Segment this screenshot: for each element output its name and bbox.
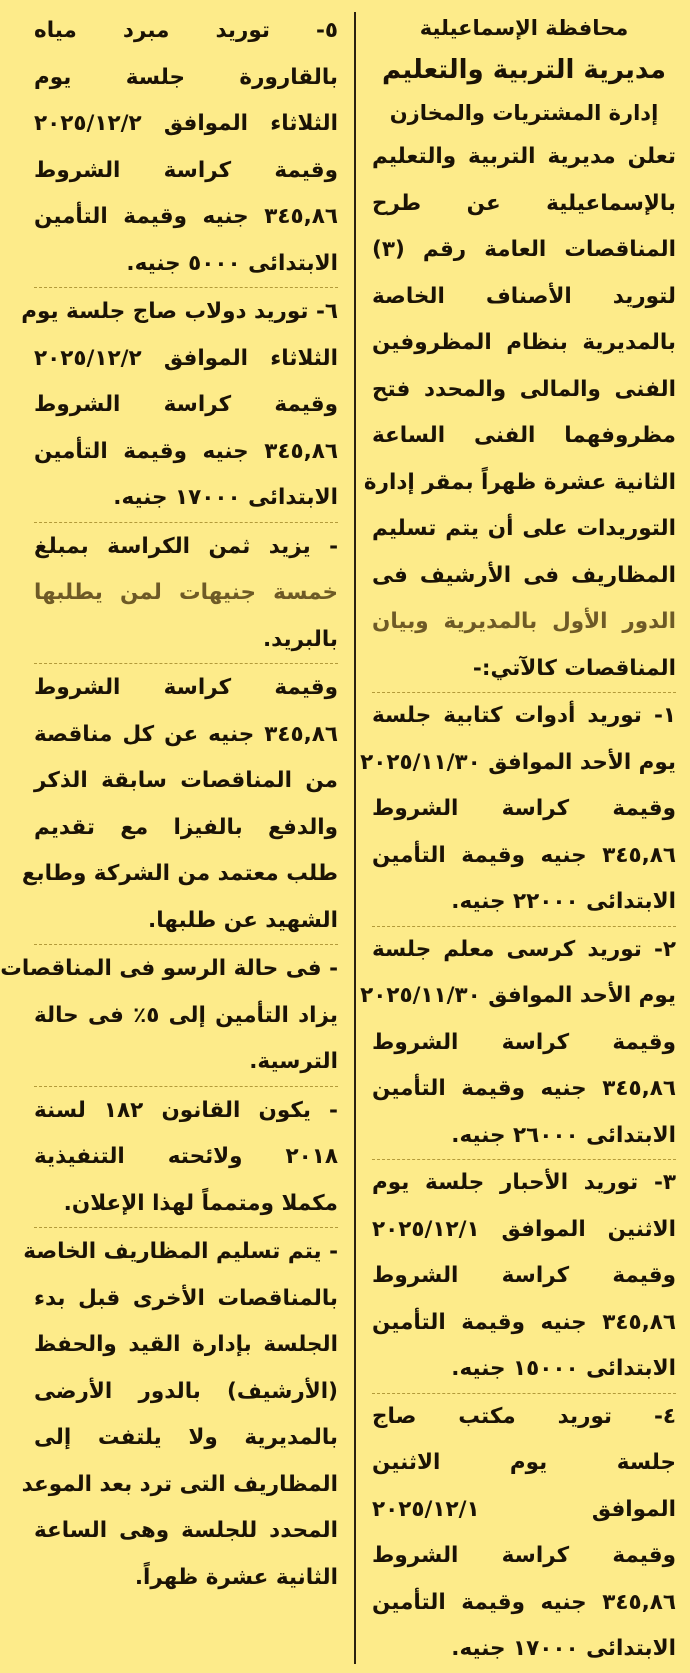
text-line: ٣٤٥,٨٦ جنيه وقيمة التأمين: [34, 438, 338, 464]
text-line: - يتم تسليم المظاريف الخاصة: [23, 1239, 338, 1264]
text-line: الفنى والمالى والمحدد فتح: [372, 376, 676, 402]
tender-item-4: [372, 1394, 676, 1673]
text-line: ٣٤٥,٨٦ جنيه وقيمة التأمين: [372, 842, 676, 868]
text-line: والدفع بالفيزا مع تقديم: [34, 814, 338, 840]
text-line: الموافق ٢٠٢٥/١٢/١: [372, 1496, 676, 1522]
text-line: جلسة يوم الاثنين: [372, 1450, 676, 1475]
text-line: الجلسة بإدارة القيد والحفظ: [34, 1332, 338, 1357]
text-line: مكملا ومتمماً لهذا الإعلان.: [63, 1190, 338, 1216]
text-line: الابتدائى ٢٢٠٠٠ جنيه.: [451, 889, 676, 914]
text-line: الابتدائى ١٧٠٠٠ جنيه.: [113, 485, 338, 510]
text-line: - يزيد ثمن الكراسة بمبلغ: [34, 533, 338, 559]
text-line: بالقارورة جلسة يوم: [34, 64, 338, 90]
text-line: - فى حالة الرسو فى المناقصات: [0, 956, 338, 981]
text-line: ٣- توريد الأحبار جلسة يوم: [372, 1170, 676, 1195]
text-line: الابتدائى ٢٦٠٠٠ جنيه.: [451, 1122, 676, 1148]
text-line: وقيمة كراسة الشروط: [372, 1263, 676, 1288]
text-line: الابتدائى ١٥٠٠٠ جنيه.: [451, 1356, 676, 1381]
left-column: [0, 8, 346, 1663]
directorate-heading: مديرية التربية والتعليم: [381, 55, 667, 85]
text-line: بالإسماعيلية عن طرح: [372, 190, 676, 216]
text-line: الابتدائى ٥٠٠٠ جنيه.: [126, 250, 338, 276]
text-line: لتوريد الأصناف الخاصة: [372, 283, 676, 309]
text-line: الشهيد عن طلبها.: [148, 907, 338, 933]
text-line: من المناقصات سابقة الذكر: [34, 768, 338, 793]
text-line: يوم الأحد الموافق ٢٠٢٥/١١/٣٠: [360, 983, 676, 1008]
text-line: المناقصات العامة رقم (٣): [372, 237, 676, 262]
text-line: الترسية.: [249, 1049, 338, 1074]
text-line: التوريدات على أن يتم تسليم: [372, 516, 676, 541]
text-line: خمسة جنيهات لمن يطلبها: [34, 580, 338, 605]
text-line: يزاد التأمين إلى ٥٪ فى حالة: [34, 1002, 338, 1028]
text-line: ٣٤٥,٨٦ جنيه وقيمة التأمين: [372, 1076, 676, 1101]
column-divider: [354, 12, 356, 1664]
text-line: الدور الأول بالمديرية وبيان: [372, 609, 676, 634]
text-line: المحدد للجلسة وهى الساعة: [34, 1518, 338, 1543]
text-line: بالمناقصات الأخرى قبل بدء: [34, 1285, 338, 1311]
tender-item-2: [360, 927, 676, 1160]
text-line: ٤- توريد مكتب صاج: [372, 1403, 676, 1429]
text-line: ١- توريد أدوات كتابية جلسة: [372, 703, 676, 728]
tender-item-1: [360, 693, 676, 926]
note-delivery: [21, 1229, 338, 1601]
tender-item-6: [21, 289, 338, 522]
tender-item-3: [372, 1160, 676, 1393]
text-line: بالمديرية بنظام المظروفين: [372, 330, 676, 355]
text-line: وقيمة كراسة الشروط: [372, 796, 676, 821]
text-line: ٦- توريد دولاب صاج جلسة يوم: [21, 299, 338, 324]
note-law: [34, 1088, 338, 1228]
text-line: ٢٠١٨ ولائحته التنفيذية: [34, 1144, 338, 1169]
text-line: يوم الأحد الموافق ٢٠٢٥/١١/٣٠: [360, 749, 676, 775]
text-line: وقيمة كراسة الشروط: [34, 392, 338, 417]
text-line: المناقصات كالآتي:-: [472, 655, 676, 681]
right-column: [360, 8, 678, 1663]
note-award-insurance: [0, 946, 338, 1086]
text-line: - يكون القانون ١٨٢ لسنة: [34, 1097, 338, 1123]
text-line: الثانية عشرة ظهراً بمقر إدارة: [363, 469, 676, 495]
text-line: وقيمة كراسة الشروط: [34, 157, 338, 183]
text-line: وقيمة كراسة الشروط: [372, 1543, 676, 1568]
text-line: الاثنين الموافق ٢٠٢٥/١٢/١: [372, 1216, 676, 1242]
text-line: المظاريف فى الأرشيف فى: [372, 562, 676, 588]
text-line: الثلاثاء الموافق ٢٠٢٥/١٢/٢: [34, 345, 338, 371]
text-line: الثلاثاء الموافق ٢٠٢٥/١٢/٢: [34, 111, 338, 136]
text-line: ٢- توريد كرسى معلم جلسة: [372, 936, 676, 962]
tender-item-5: [34, 8, 338, 287]
text-line: وقيمة كراسة الشروط: [34, 675, 338, 700]
text-line: الابتدائى ١٧٠٠٠ جنيه.: [451, 1636, 676, 1661]
department-heading: إدارة المشتريات والمخازن: [389, 101, 659, 125]
text-line: ٣٤٥,٨٦ جنيه وقيمة التأمين: [372, 1589, 676, 1615]
text-line: ٣٤٥,٨٦ جنيه وقيمة التأمين: [372, 1309, 676, 1335]
text-line: تعلن مديرية التربية والتعليم: [372, 144, 676, 169]
note-mail-fee: [34, 524, 338, 664]
text-line: ٣٤٥,٨٦ جنيه وقيمة التأمين: [34, 204, 338, 229]
text-line: (الأرشيف) بالدور الأرضى: [34, 1378, 338, 1404]
note-conditions-fee: [21, 665, 338, 944]
text-line: ٥- توريد مبرد مياه: [34, 18, 338, 43]
text-line: بالمديرية ولا يلتفت إلى: [34, 1425, 338, 1450]
text-line: ٣٤٥,٨٦ جنيه عن كل مناقصة: [34, 721, 338, 747]
governorate-heading: محافظة الإسماعيلية: [419, 16, 629, 40]
intro-paragraph: [363, 134, 676, 692]
text-line: مظروفهما الفنى الساعة: [372, 423, 676, 448]
text-line: طلب معتمد من الشركة وطابع: [21, 861, 338, 886]
text-line: بالبريد.: [262, 626, 338, 652]
text-line: المظاريف التى ترد بعد الموعد: [21, 1471, 338, 1497]
text-line: الثانية عشرة ظهراً.: [134, 1564, 338, 1590]
text-line: وقيمة كراسة الشروط: [372, 1029, 676, 1055]
